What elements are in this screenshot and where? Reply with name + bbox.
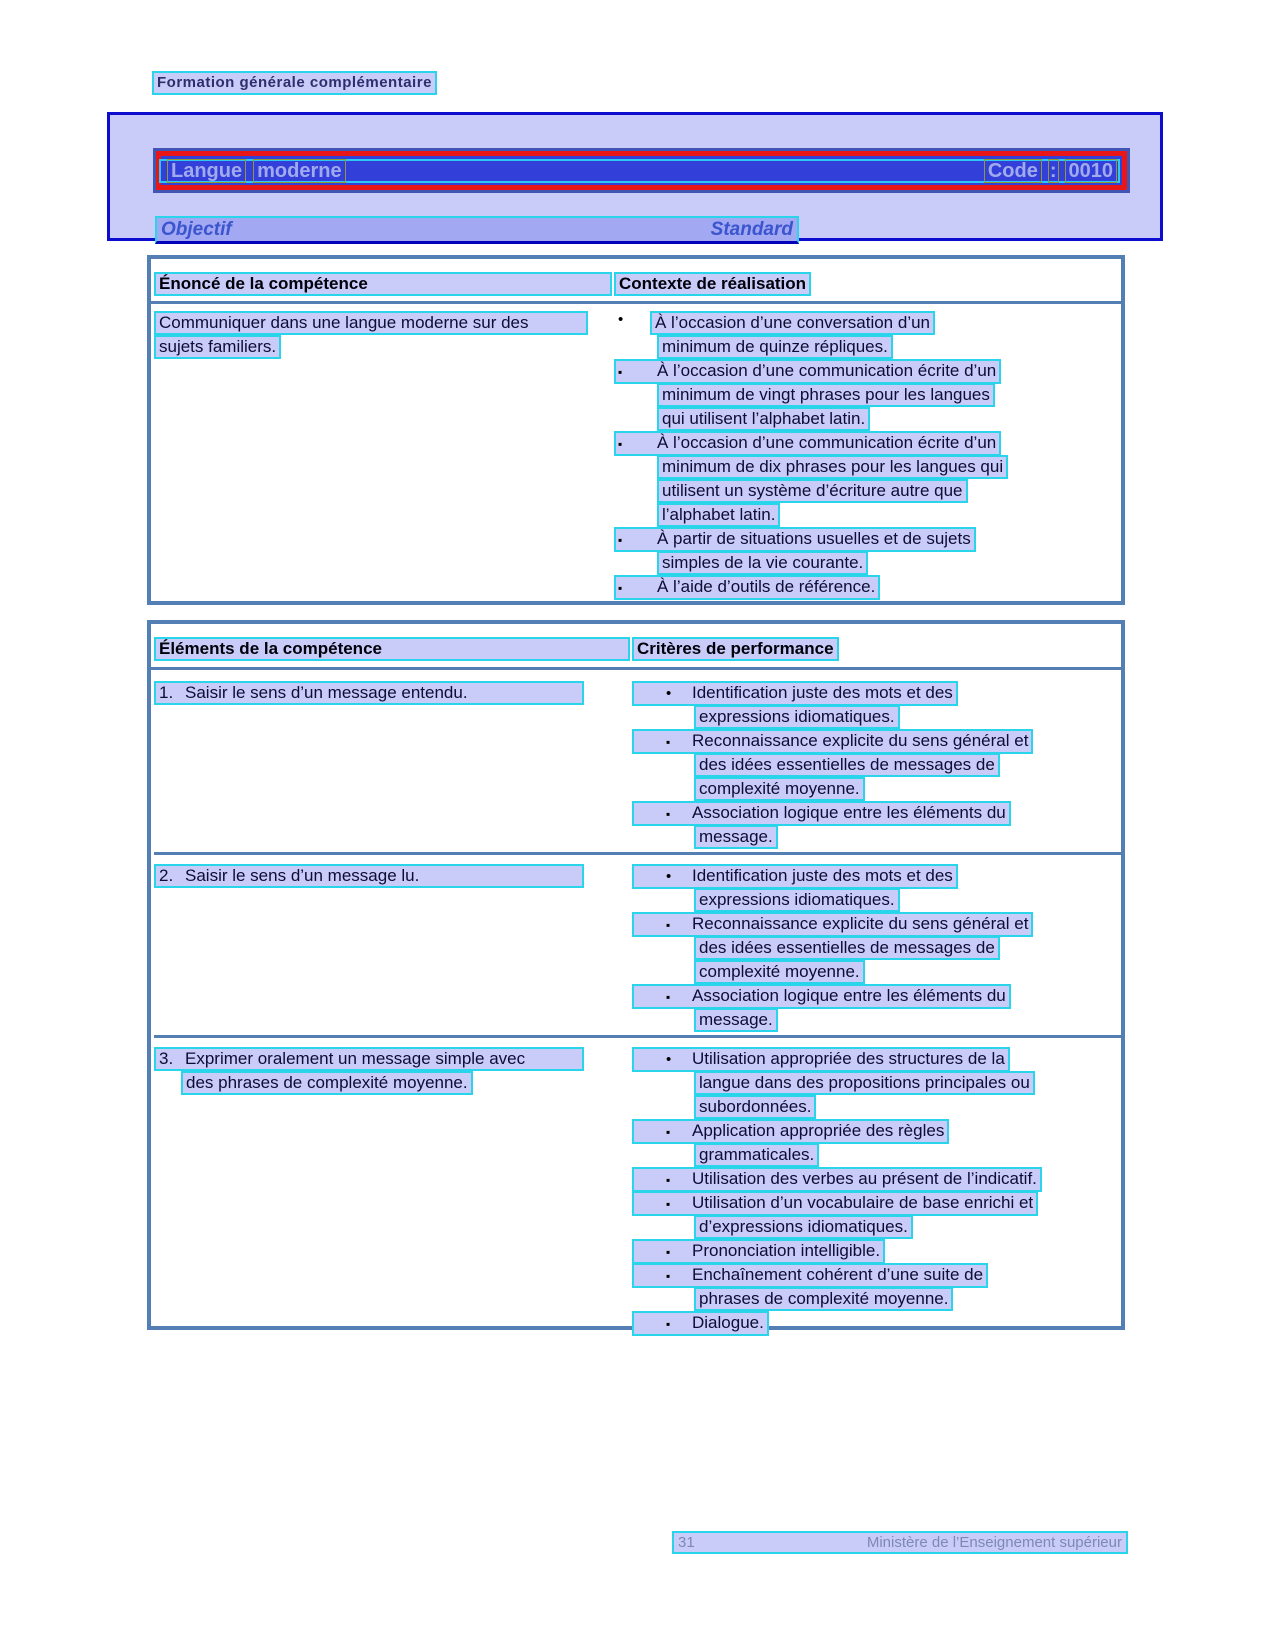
column-header-enonce: Énoncé de la compétence xyxy=(154,272,612,296)
text-line-highlight xyxy=(154,864,584,888)
bullet-text: Association logique entre les éléments du xyxy=(692,986,1006,1005)
table-row xyxy=(154,1035,1121,1335)
bullet-item-line xyxy=(614,311,1008,335)
text-line-highlight xyxy=(632,984,1011,1009)
bullet-text: Reconnaissance explicite du sens général et xyxy=(692,914,1029,933)
table-body xyxy=(151,304,1121,599)
left-cell-line xyxy=(154,335,614,359)
bullet-item-line xyxy=(614,551,1008,575)
row-number: 1. xyxy=(159,683,174,702)
text-line-highlight xyxy=(632,1263,988,1288)
text-line-highlight: grammaticales. xyxy=(694,1143,819,1167)
left-cell-line xyxy=(154,311,614,335)
text-line-highlight xyxy=(154,681,584,705)
left-cell-line xyxy=(154,1047,632,1071)
bullet-item-line xyxy=(614,455,1008,479)
course-code xyxy=(984,156,1117,185)
left-cell-text: Saisir le sens d’un message entendu. xyxy=(185,683,468,702)
text-line-highlight: expressions idiomatiques. xyxy=(694,705,900,729)
right-cell xyxy=(632,681,1033,849)
right-cell xyxy=(632,1047,1042,1335)
bullet-item-line xyxy=(632,1071,1042,1095)
bullet-icon: • xyxy=(618,311,624,328)
right-cell xyxy=(614,311,1008,599)
text-line-highlight xyxy=(632,1191,1038,1216)
left-cell-text: Saisir le sens d’un message lu. xyxy=(185,866,420,885)
table-header-row xyxy=(151,624,1121,670)
text-line-highlight xyxy=(632,729,1033,754)
text-line-highlight xyxy=(632,681,958,706)
objective-standard-box xyxy=(107,112,1163,241)
text-line-highlight: minimum de vingt phrases pour les langues xyxy=(657,383,995,407)
table-row xyxy=(154,681,1121,849)
bullet-item-line xyxy=(632,984,1033,1008)
text-line-highlight: simples de la vie courante. xyxy=(657,551,868,575)
text-line-highlight: phrases de complexité moyenne. xyxy=(694,1287,953,1311)
bullet-icon: ▪ xyxy=(666,990,671,1004)
bullet-item-line xyxy=(632,1008,1033,1032)
bullet-item-line xyxy=(632,1287,1042,1311)
bullet-item-line xyxy=(614,503,1008,527)
text-line-highlight: message. xyxy=(694,825,778,849)
text-line-highlight xyxy=(614,431,1001,456)
bullet-icon: ▪ xyxy=(666,918,671,932)
table-header-row xyxy=(151,259,1121,304)
text-line-highlight xyxy=(632,1239,885,1264)
text-line-highlight: langue dans des propositions principales ou xyxy=(694,1071,1035,1095)
left-cell-line xyxy=(154,681,632,705)
bullet-item-line xyxy=(632,1167,1042,1191)
bullet-icon: ▪ xyxy=(618,437,623,451)
table-row xyxy=(154,311,1121,599)
bullet-item-line xyxy=(632,912,1033,936)
bullet-item-line xyxy=(632,1263,1042,1287)
course-banner xyxy=(153,148,1130,193)
course-code-value: 0010 xyxy=(1065,159,1118,183)
text-line-highlight xyxy=(614,359,1001,384)
table-enonce-contexte xyxy=(147,255,1125,605)
bullet-icon: • xyxy=(666,685,672,702)
bullet-text: À l’aide d’outils de référence. xyxy=(657,577,876,596)
text-line-highlight: minimum de dix phrases pour les langues qui xyxy=(657,455,1008,479)
left-cell xyxy=(154,681,632,705)
column-header-criteres: Critères de performance xyxy=(632,637,839,661)
standard-heading: Standard xyxy=(710,218,793,240)
bullet-item-line xyxy=(632,729,1033,753)
bullet-item-line xyxy=(632,936,1033,960)
left-cell-text: Exprimer oralement un message simple avec xyxy=(185,1049,526,1068)
bullet-item-line xyxy=(632,1191,1042,1215)
text-line-highlight: d’expressions idiomatiques. xyxy=(694,1215,913,1239)
bullet-icon: ▪ xyxy=(666,1173,671,1187)
left-cell xyxy=(154,1047,632,1095)
text-line-highlight xyxy=(632,864,958,889)
text-line-highlight: À l’occasion d’une conversation d’un xyxy=(650,311,935,335)
text-line-highlight xyxy=(632,1167,1042,1192)
objectif-standard-row xyxy=(155,216,799,244)
bullet-icon: ▪ xyxy=(666,1197,671,1211)
bullet-icon: • xyxy=(666,1051,672,1068)
bullet-item-line xyxy=(632,1143,1042,1167)
text-line-highlight xyxy=(181,1071,473,1095)
objectif-heading: Objectif xyxy=(161,218,232,240)
left-cell-line xyxy=(154,1071,632,1095)
table-elements-criteres xyxy=(147,620,1125,1330)
bullet-text: Prononciation intelligible. xyxy=(692,1241,881,1260)
bullet-item-line xyxy=(632,753,1033,777)
bullet-item-line xyxy=(632,681,1033,705)
page-footer xyxy=(672,1531,1128,1554)
course-title xyxy=(167,156,346,185)
column-header-elements: Éléments de la compétence xyxy=(154,637,630,661)
bullet-item-line xyxy=(632,1047,1042,1071)
text-line-highlight: utilisent un système d’écriture autre que xyxy=(657,479,968,503)
course-banner-frame xyxy=(156,151,1127,190)
left-cell-text: Communiquer dans une langue moderne sur des xyxy=(159,313,529,332)
text-line-highlight xyxy=(154,335,281,359)
bullet-text: Reconnaissance explicite du sens général et xyxy=(692,731,1029,750)
text-line-highlight xyxy=(614,575,880,600)
bullet-item-line xyxy=(614,479,1008,503)
bullet-icon: ▪ xyxy=(618,365,623,379)
bullet-text: À partir de situations usuelles et de sujets xyxy=(657,529,971,548)
bullet-item-line xyxy=(632,864,1033,888)
bullet-item-line xyxy=(632,888,1033,912)
bullet-item-line xyxy=(632,825,1033,849)
left-cell-text: sujets familiers. xyxy=(159,337,277,356)
bullet-item-line xyxy=(614,359,1008,383)
text-line-highlight xyxy=(632,1119,949,1144)
page-number: 31 xyxy=(678,1534,695,1551)
bullet-text: Identification juste des mots et des xyxy=(692,683,953,702)
text-line-highlight: des idées essentielles de messages de xyxy=(694,936,1000,960)
course-code-separator: : xyxy=(1049,159,1057,182)
bullet-item-line xyxy=(632,777,1033,801)
bullet-text: À l’occasion d’une communication écrite d’un xyxy=(657,433,997,452)
text-line-highlight xyxy=(154,311,588,335)
bullet-item-line xyxy=(632,1215,1042,1239)
bullet-item-line xyxy=(632,960,1033,984)
bullet-text: Utilisation des verbes au présent de l’indicatif. xyxy=(692,1169,1037,1188)
bullet-item-line xyxy=(614,575,1008,599)
table-body xyxy=(151,670,1121,1335)
text-line-highlight: message. xyxy=(694,1008,778,1032)
bullet-icon: ▪ xyxy=(618,533,623,547)
course-title-word: Langue xyxy=(167,159,246,183)
bullet-icon: ▪ xyxy=(666,1269,671,1283)
column-header-contexte: Contexte de réalisation xyxy=(614,272,811,296)
bullet-icon: ▪ xyxy=(666,1125,671,1139)
bullet-item-line xyxy=(632,1239,1042,1263)
bullet-text: Enchaînement cohérent d’une suite de xyxy=(692,1265,984,1284)
bullet-item-line xyxy=(614,431,1008,455)
bullet-text: Association logique entre les éléments du xyxy=(692,803,1006,822)
bullet-text: Identification juste des mots et des xyxy=(692,866,953,885)
bullet-item-line xyxy=(632,1119,1042,1143)
ministry-name: Ministère de l’Enseignement supérieur xyxy=(866,1534,1122,1551)
table-row xyxy=(154,852,1121,1032)
bullet-icon: ▪ xyxy=(666,807,671,821)
text-line-highlight: minimum de quinze répliques. xyxy=(657,335,893,359)
bullet-icon: ▪ xyxy=(666,1245,671,1259)
text-line-highlight: qui utilisent l’alphabet latin. xyxy=(657,407,870,431)
left-cell-line xyxy=(154,864,632,888)
bullet-icon: ▪ xyxy=(618,581,623,595)
course-title-word: moderne xyxy=(253,159,345,183)
text-line-highlight: complexité moyenne. xyxy=(694,960,865,984)
bullet-item-line xyxy=(614,527,1008,551)
text-line-highlight: complexité moyenne. xyxy=(694,777,865,801)
row-number: 2. xyxy=(159,866,174,885)
bullet-item-line xyxy=(632,801,1033,825)
bullet-icon: ▪ xyxy=(666,735,671,749)
text-line-highlight xyxy=(154,1047,584,1071)
bullet-item-line xyxy=(614,335,1008,359)
text-line-highlight xyxy=(632,1311,769,1336)
bullet-text: Utilisation d’un vocabulaire de base enrichi et xyxy=(692,1193,1034,1212)
bullet-item-line xyxy=(632,705,1033,729)
text-line-highlight xyxy=(614,527,976,552)
bullet-item-line xyxy=(614,407,1008,431)
left-cell-text: des phrases de complexité moyenne. xyxy=(186,1073,468,1092)
bullet-icon: • xyxy=(666,868,672,885)
bullet-item-line xyxy=(632,1095,1042,1119)
text-line-highlight: des idées essentielles de messages de xyxy=(694,753,1000,777)
left-cell xyxy=(154,311,614,359)
row-number: 3. xyxy=(159,1049,174,1068)
bullet-text: Dialogue. xyxy=(692,1313,764,1332)
text-line-highlight xyxy=(632,912,1033,937)
bullet-text: Application appropriée des règles xyxy=(692,1121,945,1140)
bullet-item-line xyxy=(632,1311,1042,1335)
document-category-label: Formation générale complémentaire xyxy=(157,74,432,91)
bullet-icon: ▪ xyxy=(666,1317,671,1331)
text-line-highlight: l’alphabet latin. xyxy=(657,503,780,527)
bullet-text: À l’occasion d’une communication écrite d’un xyxy=(657,361,997,380)
text-line-highlight xyxy=(632,801,1011,826)
bullet-text: Utilisation appropriée des structures de la xyxy=(692,1049,1005,1068)
course-code-label: Code xyxy=(984,159,1042,183)
text-line-highlight xyxy=(632,1047,1010,1072)
text-line-highlight: subordonnées. xyxy=(694,1095,816,1119)
left-cell xyxy=(154,864,632,888)
text-line-highlight: expressions idiomatiques. xyxy=(694,888,900,912)
right-cell xyxy=(632,864,1033,1032)
document-category-header xyxy=(152,71,437,95)
bullet-item-line xyxy=(614,383,1008,407)
